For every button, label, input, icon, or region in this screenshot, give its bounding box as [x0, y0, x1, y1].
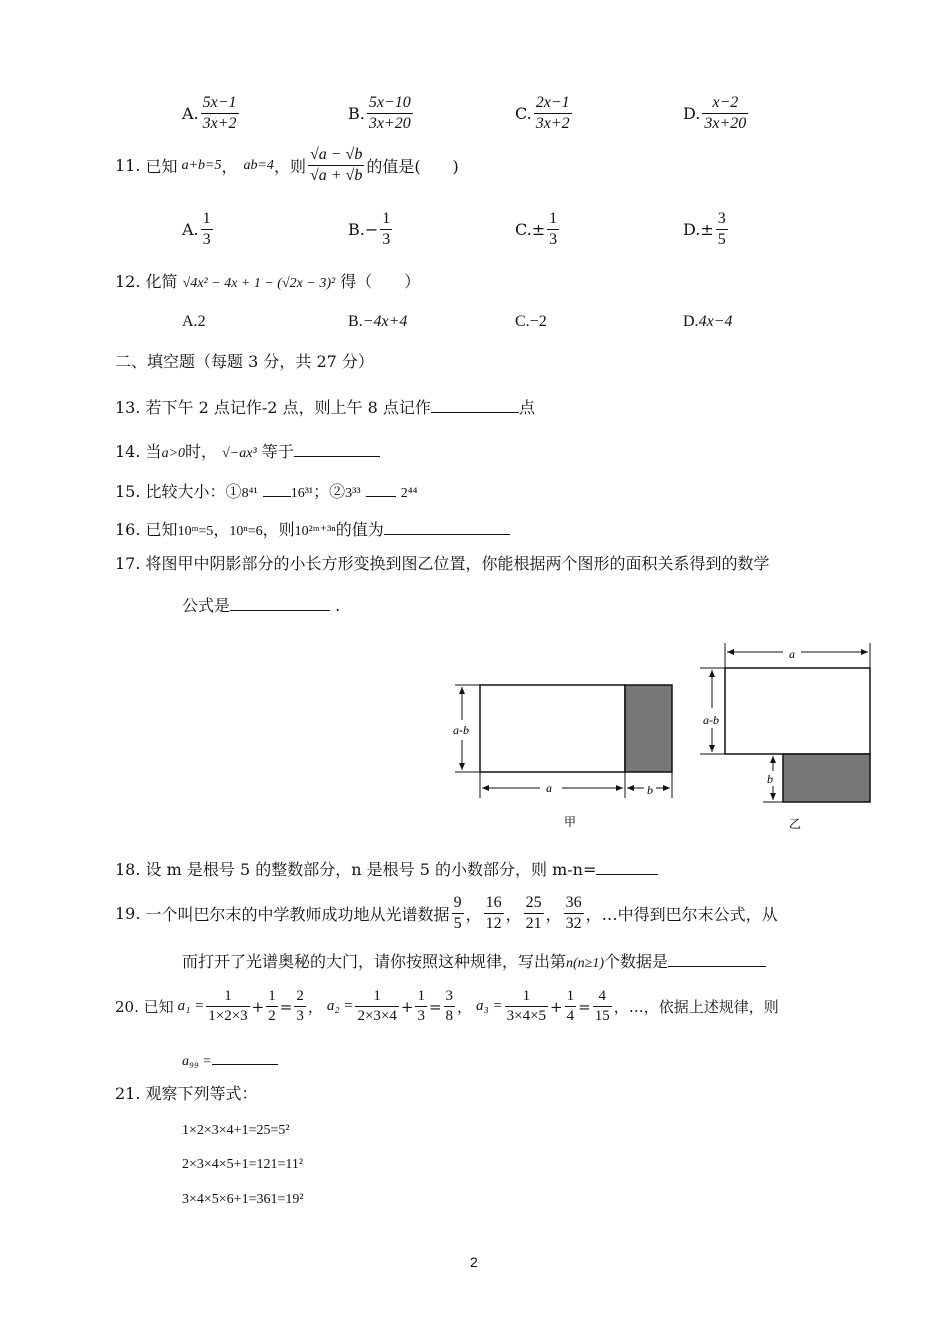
answer-blank[interactable]: [366, 482, 396, 497]
question-11: 11. 已知 a+b=5 ， ab=4 ，则 $\frac{√a - √b}{√a + √b}$ 的值是( ): [115, 146, 459, 184]
q10-option-a: A. $\frac{5x-1}{3x+2}$: [182, 94, 237, 132]
question-17: 17. 将图甲中阴影部分的小长方形变换到图乙位置，你能根据两个图形的面积关系得到的数学: [115, 554, 770, 573]
question-13: 13. 若下午 2 点记作-2 点，则上午 8 点记作 点: [115, 398, 535, 417]
q11-b-fraction: $\frac{1}{3}$: [382, 210, 391, 248]
q11-c-fraction: $\frac{1}{3}$: [549, 210, 558, 248]
question-14: 14. 当a>0时， √−ax³ 等于: [115, 442, 380, 461]
white-rectangle: [480, 685, 625, 772]
page-number: 2: [470, 1254, 478, 1270]
label-a: a: [789, 647, 795, 661]
fraction: $\frac{1}{2\times 3\times 4}$: [357, 988, 397, 1024]
caption-yi: 乙: [789, 817, 802, 831]
question-20: 20. 已知 a₁ = $\frac{1}{1\times 2\times 3}$ + $\frac{1}{2}$ = $\frac{2}{3}$ ， a₂ = $\frac{1}{2\times 3\times 4}$ + $\frac{1}{3}$ = $\frac{3}{8}$ ， a₃ = $\frac{1}{3\times 4\times 5}$ + $\frac{1}{4}$ = $\frac{4}{15}$ ，…，依据上述规律，则: [115, 988, 779, 1024]
answer-blank[interactable]: [294, 442, 380, 457]
label-b: b: [767, 772, 773, 786]
q19-fraction: $\frac{16}{12}$: [485, 894, 502, 932]
question-18: 18. 设 m 是根号 5 的整数部分，n 是根号 5 的小数部分，则 m-n=: [115, 860, 658, 878]
q11-option-b: B. − $\frac{1}{3}$: [348, 210, 391, 248]
q10-b-fraction: $\frac{5x-10}{3x+20}$: [368, 94, 411, 132]
answer-blank[interactable]: [596, 860, 658, 875]
q11-expression: $\frac{√a - √b}{√a + √b}$: [309, 146, 363, 184]
fraction: $\frac{3}{8}$: [445, 988, 454, 1024]
q10-c-fraction: $\frac{2x-1}{3x+2}$: [535, 94, 570, 132]
label-a-minus-b: a-b: [703, 713, 719, 727]
answer-blank[interactable]: [230, 596, 330, 611]
question-16: 16. 已知10ᵐ=5，10ⁿ=6，则10²ᵐ⁺³ⁿ的值为: [115, 520, 510, 539]
q10-option-d: D. $\frac{x-2}{3x+20}$: [683, 94, 747, 132]
q19-fraction: $\frac{25}{21}$: [525, 894, 542, 932]
question-17-line-2: 公式是 .: [182, 596, 341, 615]
fraction: $\frac{1}{4}$: [566, 988, 575, 1024]
q10-option-b: B. $\frac{5x-10}{3x+20}$: [348, 94, 411, 132]
question-19: 19. 一个叫巴尔末的中学教师成功地从光谱数据 $\frac{9}{5}$ ， $\frac{16}{12}$ ， $\frac{25}{21}$ ， $\frac{36}{32}$ ，…中得到巴尔末公式，从: [115, 894, 778, 932]
fraction: $\frac{1}{2}$: [268, 988, 276, 1024]
question-12: 12. 化简 √4x² − 4x + 1 − (√2x − 3)² 得（ ）: [115, 272, 421, 291]
q12-expression: √4x² − 4x + 1 − (√2x − 3)²: [182, 276, 336, 291]
q11-a-fraction: $\frac{1}{3}$: [202, 210, 211, 248]
question-21: 21. 观察下列等式：: [115, 1084, 258, 1103]
fraction: $\frac{2}{3}$: [296, 988, 304, 1024]
answer-blank[interactable]: [431, 398, 519, 413]
q10-option-c: C. $\frac{2x-1}{3x+2}$: [515, 94, 570, 132]
equation-1: 1×2×3×4+1=25=5²: [182, 1123, 290, 1138]
figure-jia: [440, 670, 690, 835]
equation-3: 3×4×5×6+1=361=19²: [182, 1192, 304, 1207]
q19-fraction: $\frac{9}{5}$: [453, 894, 462, 932]
fraction: $\frac{1}{3\times 4\times 5}$: [506, 988, 547, 1024]
fraction: $\frac{1}{1\times 2\times 3}$: [208, 988, 248, 1024]
q11-option-c: C. ± $\frac{1}{3}$: [515, 210, 558, 248]
answer-blank[interactable]: [668, 952, 766, 967]
section-2-heading: 二、填空题（每题 3 分，共 27 分）: [115, 352, 374, 371]
white-rectangle: [725, 668, 870, 754]
q12-option-a: A.2: [182, 313, 206, 330]
answer-blank[interactable]: [384, 520, 510, 535]
label-a-minus-b: a-b: [453, 723, 469, 737]
q11-d-fraction: $\frac{3}{5}$: [717, 210, 726, 248]
question-20-line-2: a₉₉ =: [182, 1050, 278, 1069]
q11-option-d: D. ± $\frac{3}{5}$: [683, 210, 726, 248]
q10-a-fraction: $\frac{5x-1}{3x+2}$: [202, 94, 237, 132]
shaded-rectangle: [783, 754, 870, 802]
label-a: a: [546, 781, 552, 795]
answer-blank[interactable]: [263, 482, 291, 497]
q10-d-fraction: $\frac{x-2}{3x+20}$: [704, 94, 747, 132]
q12-option-c: C.−2: [515, 313, 547, 330]
question-19-line-2: 而打开了光谱奥秘的大门，请你按照这种规律，写出第n(n≥1)个数据是: [182, 952, 766, 971]
shaded-rectangle: [625, 685, 672, 772]
label-b: b: [647, 783, 653, 797]
answer-blank[interactable]: [212, 1050, 278, 1065]
caption-jia: 甲: [564, 815, 577, 829]
fraction: $\frac{1}{3}$: [417, 988, 425, 1024]
q12-option-d: D.4x−4: [683, 313, 733, 330]
fraction: $\frac{4}{15}$: [594, 988, 610, 1024]
q12-option-b: B.−4x+4: [348, 313, 408, 330]
question-15: 15. 比较大小：①8⁴¹ 16³¹；②3³³ 2⁴⁴: [115, 482, 418, 501]
q19-fraction: $\frac{36}{32}$: [565, 894, 582, 932]
q11-option-a: A. $\frac{1}{3}$: [182, 210, 211, 248]
figure-yi: [695, 638, 885, 838]
equation-2: 2×3×4×5+1=121=11²: [182, 1157, 304, 1172]
